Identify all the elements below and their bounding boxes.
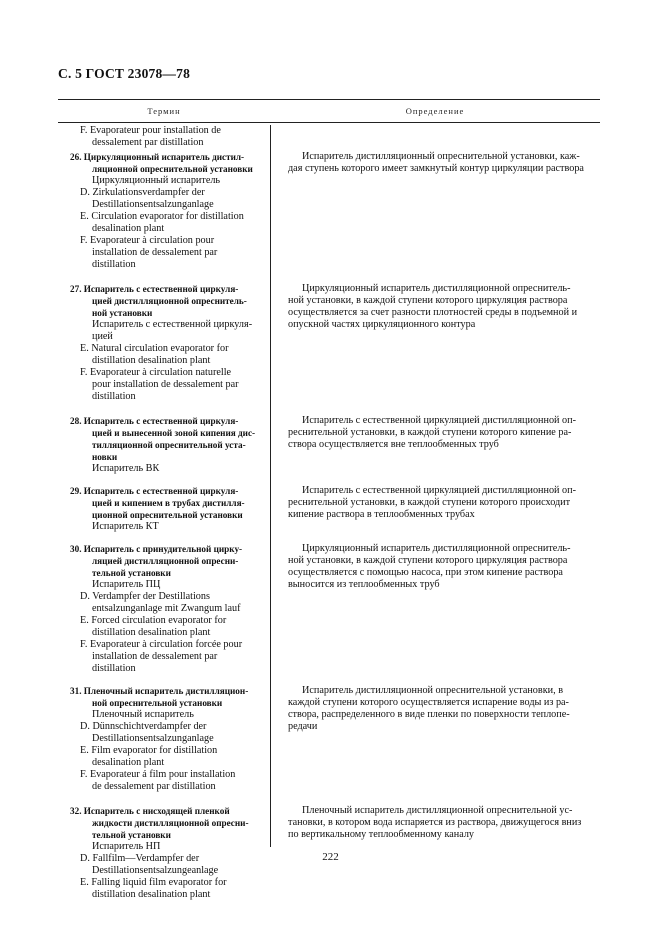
- term-line: E. Forced circulation evaporator for: [80, 615, 227, 626]
- definition-line: тановки, в котором вода испаряется из раствора, движущегося вниз: [288, 817, 582, 828]
- terms-table: [58, 99, 600, 901]
- term-line: D. Dünnschichtverdampfer der: [80, 721, 207, 732]
- definition-line: осуществляется с помощью насоса, при этом кипение раствора: [288, 567, 563, 578]
- definition-cell: [270, 283, 600, 403]
- term-title-line: ционной опреснительной установки: [92, 510, 243, 520]
- term-line: distillation: [92, 663, 136, 674]
- table-body: [58, 125, 600, 901]
- term-line: Destillationsentsalzungeanlage: [92, 865, 219, 876]
- term-line: D. Verdampfer der Destillations: [80, 591, 210, 602]
- page-number: 222: [322, 851, 339, 863]
- term-title-line: жидкости дистилляционной опресни-: [92, 818, 249, 828]
- term-line: E. Film evaporator for distillation: [80, 745, 218, 756]
- term-cell: [58, 415, 270, 475]
- term-cell: [58, 151, 270, 271]
- table-row: [58, 685, 600, 793]
- definition-line: опускной частях циркуляционного контура: [288, 319, 476, 330]
- definition-cell: [270, 125, 600, 149]
- page-header: С. 5 ГОСТ 23078—78: [58, 66, 191, 81]
- definition-line: выносится из теплообменных труб: [288, 579, 440, 590]
- term-line: F. Evaporateur pour installation de: [80, 125, 221, 136]
- term-cell: [58, 685, 270, 793]
- table-row: [58, 485, 600, 533]
- definition-line: ной установки, в каждой ступени которого циркуляция раствора: [288, 555, 568, 566]
- term-line: E. Falling liquid film evaporator for: [80, 877, 227, 888]
- definition-line: реснительной установки, в каждой ступени которого происходит: [288, 497, 571, 508]
- definition-cell: [270, 485, 600, 533]
- table-row: [58, 283, 600, 403]
- term-title-line: 32. Испаритель с нисходящей пленкой: [70, 806, 230, 816]
- definition-line: Испаритель с естественной циркуляцией дистилляционной оп-: [302, 415, 576, 426]
- term-title-line: 30. Испаритель с принудительной цирку-: [70, 544, 243, 554]
- term-line: distillation desalination plant: [92, 355, 211, 366]
- definition-line: Испаритель дистилляционной опреснительной установки, в: [302, 685, 564, 696]
- term-line: dessalement par distillation: [92, 137, 204, 148]
- column-header-definition: Определение: [405, 106, 465, 116]
- definition-line: ной установки, в каждой ступени которого циркуляция раствора: [288, 295, 568, 306]
- term-line: Destillationsentsalzunganlage: [92, 733, 214, 744]
- column-header-term: Термин: [147, 106, 181, 116]
- term-title-line: цией и вынесенной зоной кипения дис-: [92, 428, 256, 438]
- definition-line: Циркуляционный испаритель дистилляционной опреснитель-: [302, 283, 571, 294]
- table-header-rule: [58, 122, 600, 123]
- term-cell: [58, 543, 270, 675]
- definition-cell: [270, 685, 600, 793]
- definition-line: редачи: [288, 721, 318, 732]
- definition-line: Пленочный испаритель дистилляционной опреснительной ус-: [302, 805, 573, 816]
- term-title-line: ной установки: [92, 308, 153, 318]
- term-title-line: ляцией дистилляционной опресни-: [92, 556, 239, 566]
- term-line: installation de dessalement par: [92, 247, 218, 258]
- term-line: D. Zirkulationsverdampfer der: [80, 187, 205, 198]
- definition-line: створа осуществляется вне теплообменных труб: [288, 439, 499, 450]
- term-line: installation de dessalement par: [92, 651, 218, 662]
- column-divider: [270, 125, 271, 847]
- term-line: entsalzunganlage mit Zwangum lauf: [92, 603, 241, 614]
- definition-line: Циркуляционный испаритель дистилляционной опреснитель-: [302, 543, 571, 554]
- term-title-line: ляционной опреснительной установки: [92, 164, 253, 174]
- table-row: [58, 543, 600, 675]
- term-title-line: цией дистилляционной опреснитель-: [92, 296, 247, 306]
- definition-line: осуществляется за счет разности плотностей среды в подъемной и: [288, 307, 578, 318]
- term-line: F. Evaporateur á film pour installation: [80, 769, 236, 780]
- definition-line: по вертикальному теплообменному каналу: [288, 829, 475, 840]
- definition-cell: [270, 543, 600, 675]
- term-line: E. Circulation evaporator for distillation: [80, 211, 244, 222]
- term-line: de dessalement par distillation: [92, 781, 216, 792]
- term-title-line: тельной установки: [92, 830, 171, 840]
- term-title-line: 28. Испаритель с естественной циркуля-: [70, 416, 239, 426]
- term-title-line: новки: [92, 452, 118, 462]
- term-line: F. Evaporateur à circulation pour: [80, 235, 215, 246]
- term-line: Испаритель ПЦ: [92, 579, 161, 590]
- definition-line: дая ступень которого имеет замкнутый контур циркуляции раствора: [288, 163, 584, 174]
- term-cell: [58, 283, 270, 403]
- term-line: Испаритель КТ: [92, 521, 159, 532]
- term-title-line: 26. Циркуляционный испаритель дистил-: [70, 152, 245, 162]
- term-line: F. Evaporateur à circulation naturelle: [80, 367, 232, 378]
- definition-line: Испаритель с естественной циркуляцией дистилляционной оп-: [302, 485, 576, 496]
- definition-line: каждой ступени которого осуществляется испарение воды из ра-: [288, 697, 569, 708]
- term-title-line: 27. Испаритель с естественной циркуля-: [70, 284, 239, 294]
- definition-line: Испаритель дистилляционный опреснительной установки, каж-: [302, 151, 580, 162]
- definition-cell: [270, 415, 600, 475]
- term-line: distillation desalination plant: [92, 889, 211, 900]
- term-line: цией: [92, 331, 113, 342]
- term-cell: [58, 485, 270, 533]
- term-line: desalination plant: [92, 757, 165, 768]
- term-title-line: тельной установки: [92, 568, 171, 578]
- term-line: E. Natural circulation evaporator for: [80, 343, 229, 354]
- term-line: distillation: [92, 391, 136, 402]
- table-row: [58, 125, 600, 149]
- term-cell: [58, 125, 270, 149]
- term-title-line: 31. Пленочный испаритель дистилляцион-: [70, 686, 249, 696]
- term-line: Destillationsentsalzunganlage: [92, 199, 214, 210]
- term-title-line: ной опреснительной установки: [92, 698, 223, 708]
- term-line: distillation desalination plant: [92, 627, 211, 638]
- term-line: pour installation de dessalement par: [92, 379, 239, 390]
- term-line: D. Fallfilm—Verdampfer der: [80, 853, 200, 864]
- term-line: Циркуляционный испаритель: [92, 175, 221, 186]
- term-title-line: цией и кипением в трубах дистилля-: [92, 498, 245, 508]
- term-title-line: 29. Испаритель с естественной циркуля-: [70, 486, 239, 496]
- term-line: Пленочный испаритель: [92, 709, 194, 720]
- term-title-line: тилляционной опреснительной уста-: [92, 440, 246, 450]
- definition-line: кипение раствора в теплообменных трубах: [288, 509, 475, 520]
- term-line: desalination plant: [92, 223, 165, 234]
- term-line: Испаритель с естественной циркуля-: [92, 319, 253, 330]
- term-line: distillation: [92, 259, 136, 270]
- term-line: Испаритель ВК: [92, 463, 160, 474]
- table-row: [58, 415, 600, 475]
- definition-line: створа, распределенного в виде пленки по поверхности теплопе-: [288, 709, 570, 720]
- term-line: Испаритель НП: [92, 841, 161, 852]
- definition-cell: [270, 151, 600, 271]
- table-column-header: [58, 100, 600, 122]
- table-row: [58, 151, 600, 271]
- definition-line: реснительной установки, в каждой ступени которого кипение ра-: [288, 427, 572, 438]
- term-line: F. Evaporateur à circulation forcée pour: [80, 639, 243, 650]
